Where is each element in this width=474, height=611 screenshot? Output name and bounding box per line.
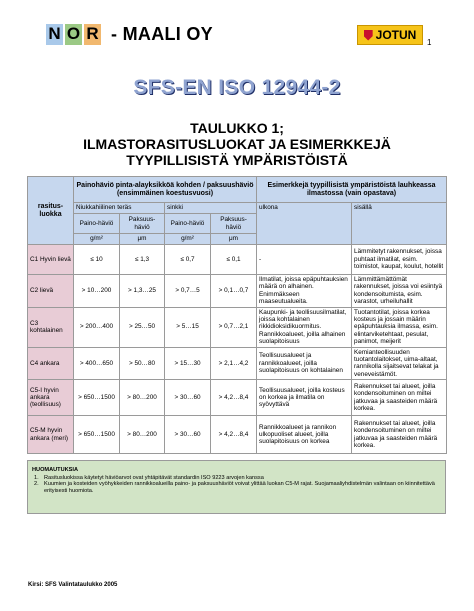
steel-weight-cell: > 400…650 bbox=[74, 347, 120, 380]
table-row bbox=[28, 307, 447, 347]
company-name: - MAALI OY bbox=[111, 23, 213, 44]
unit-g: g/m² bbox=[165, 234, 211, 245]
letter-box-n: N bbox=[46, 24, 63, 45]
examples-header: Esimerkkejä tyypillisistä ympäristöistä lauhkeassa ilmastossa (vain opastava) bbox=[257, 177, 447, 203]
steel-thickness-cell: > 25…50 bbox=[120, 307, 165, 347]
outdoor-cell: Rannikkoalueet ja rannikon ulkopuoliset alueet, joilla suolapitoisuus on korkea bbox=[257, 416, 352, 454]
steel-thickness-cell: > 80…200 bbox=[120, 416, 165, 454]
zinc-thickness-cell: ≤ 0,1 bbox=[211, 245, 257, 275]
indoor-header: sisällä bbox=[352, 203, 447, 245]
class-cell: C5-I hyvin ankara (teollisuus) bbox=[28, 380, 74, 416]
notes-title: HUOMAUTUKSIA bbox=[32, 467, 78, 473]
company-header bbox=[46, 22, 213, 46]
zinc-weight-cell: > 30…60 bbox=[165, 380, 211, 416]
note-number: 1. bbox=[34, 474, 39, 481]
letter-box-r: R bbox=[84, 24, 101, 45]
subtitle-line-2: ILMASTORASITUSLUOKAT JA ESIMERKKEJÄ bbox=[83, 136, 391, 152]
zinc-thickness-header: Paksuus-häviö bbox=[211, 214, 257, 234]
page-number: 1 bbox=[427, 38, 432, 47]
steel-weight-cell: > 10…200 bbox=[74, 275, 120, 308]
steel-weight-cell: ≤ 10 bbox=[74, 245, 120, 275]
class-cell: C2 lievä bbox=[28, 275, 74, 308]
table-row bbox=[28, 416, 447, 454]
indoor-cell: Kemianteollisuuden tuotantolaitokset, uima-altaat, rannikolla sijaitsevat telakat ja veneveistämöt. bbox=[352, 347, 447, 380]
source-note: Kirsi: SFS Valintataulukko 2005 bbox=[28, 582, 118, 588]
outdoor-cell: Kaupunki- ja teollisuusilmatilat, joissa kohtalainen rikkidioksidikuormitus. Rannikkoalueet, joilla alhainen suolapitoisuus bbox=[257, 307, 352, 347]
steel-header: Niukkahiilinen teräs bbox=[74, 203, 165, 214]
steel-thickness-cell: > 50…80 bbox=[120, 347, 165, 380]
outdoor-cell: Teollisuusalueet ja rannikkoalueet, joilla suolapitoisuus on kohtalainen bbox=[257, 347, 352, 380]
letter-box-o: O bbox=[66, 24, 81, 43]
indoor-cell: Lämmittämättömät rakennukset, joissa voi esiintyä kondensoitumista, esim. varastot, urheiluhallit bbox=[352, 275, 447, 308]
zinc-header: sinkki bbox=[165, 203, 257, 214]
indoor-cell: Rakennukset tai alueet, joilla kondensoituminen on miltei jatkuvaa ja saasteiden määrä korkea. bbox=[352, 416, 447, 454]
class-cell: C5-M hyvin ankara (meri) bbox=[28, 416, 74, 454]
table-row bbox=[28, 380, 447, 416]
outdoor-cell: - bbox=[257, 245, 352, 275]
table-subtitle bbox=[0, 120, 474, 168]
unit-g: g/m² bbox=[74, 234, 120, 245]
steel-thickness-cell: > 80…200 bbox=[120, 380, 165, 416]
zinc-thickness-cell: > 0,1…0,7 bbox=[211, 275, 257, 308]
unit-um: μm bbox=[120, 234, 165, 245]
zinc-weight-cell: > 5…15 bbox=[165, 307, 211, 347]
zinc-weight-cell: > 30…60 bbox=[165, 416, 211, 454]
zinc-thickness-cell: > 2,1…4,2 bbox=[211, 347, 257, 380]
logo-text: JOTUN bbox=[375, 28, 417, 42]
note-number: 2. bbox=[34, 481, 39, 488]
outdoor-cell: Ilmatilat, joissa epäpuhtauksien määrä on alhainen. Enimmäkseen maaseutualueita. bbox=[257, 275, 352, 308]
subtitle-line-1: TAULUKKO 1; bbox=[190, 120, 284, 136]
class-cell: C4 ankara bbox=[28, 347, 74, 380]
unit-um: μm bbox=[211, 234, 257, 245]
zinc-weight-header: Paino-häviö bbox=[165, 214, 211, 234]
shield-icon bbox=[364, 30, 373, 41]
indoor-cell: Tuotantotilat, joissa korkea kosteus ja jossain määrin epäpuhtauksia ilmassa, esim. elintarviketehtaat, pesulat, panimot, meijerit bbox=[352, 307, 447, 347]
outdoor-cell: Teollisuusalueet, joilla kosteus on korkea ja ilmatila on syövyttävä bbox=[257, 380, 352, 416]
steel-weight-cell: > 650…1500 bbox=[74, 380, 120, 416]
table-row bbox=[28, 347, 447, 380]
indoor-cell: Rakennukset tai alueet, joilla kondensoituminen on miltei jatkuvaa ja saasteiden määrä korkea. bbox=[352, 380, 447, 416]
zinc-weight-cell: > 15…30 bbox=[165, 347, 211, 380]
table-row bbox=[28, 245, 447, 275]
jotun-logo bbox=[357, 25, 423, 45]
steel-weight-header: Paino-häviö bbox=[74, 214, 120, 234]
notes-box bbox=[27, 460, 446, 514]
note-text: Rasitusluokissa käytetyt häviöarvot ovat yhtäpitävät standardin ISO 9223 arvojen kanssa bbox=[44, 474, 264, 481]
class-cell: C1 Hyvin lievä bbox=[28, 245, 74, 275]
zinc-thickness-cell: > 4,2…8,4 bbox=[211, 416, 257, 454]
note-text: Kuumien ja kosteiden vyöhykkeiden rannikkoalueilla paino- ja paksuushäviöt voivat ylittää luokan C5-M rajat. Suojamaaliyhdistelmän valintaan on kiinnitettävä erityisesti huomiota. bbox=[44, 481, 435, 494]
class-cell: C3 kohtalainen bbox=[28, 307, 74, 347]
note-item bbox=[32, 481, 441, 494]
weight-loss-header: Painohäviö pinta-alayksikköä kohden / paksuushäviö (ensimmäinen koestusvuosi) bbox=[74, 177, 257, 203]
steel-thickness-cell: ≤ 1,3 bbox=[120, 245, 165, 275]
corrosivity-table bbox=[27, 176, 447, 454]
zinc-thickness-cell: > 4,2…8,4 bbox=[211, 380, 257, 416]
steel-weight-cell: > 650…1500 bbox=[74, 416, 120, 454]
zinc-weight-cell: ≤ 0,7 bbox=[165, 245, 211, 275]
zinc-thickness-cell: > 0,7…2,1 bbox=[211, 307, 257, 347]
zinc-weight-cell: > 0,7…5 bbox=[165, 275, 211, 308]
class-header: rasitus-luokka bbox=[28, 177, 74, 245]
steel-weight-cell: > 200…400 bbox=[74, 307, 120, 347]
table-row bbox=[28, 275, 447, 308]
note-item bbox=[32, 475, 441, 482]
page-title: SFS-EN ISO 12944-2 bbox=[133, 76, 341, 99]
indoor-cell: Lämmitetyt rakennukset, joissa puhtaat ilmatilat, esim. toimistot, kaupat, koulut, hotellit bbox=[352, 245, 447, 275]
steel-thickness-header: Paksuus-häviö bbox=[120, 214, 165, 234]
subtitle-line-3: TYYPILLISISTÄ YMPÄRISTÖISTÄ bbox=[126, 152, 348, 168]
steel-thickness-cell: > 1,3…25 bbox=[120, 275, 165, 308]
outdoor-header: ulkona bbox=[257, 203, 352, 245]
